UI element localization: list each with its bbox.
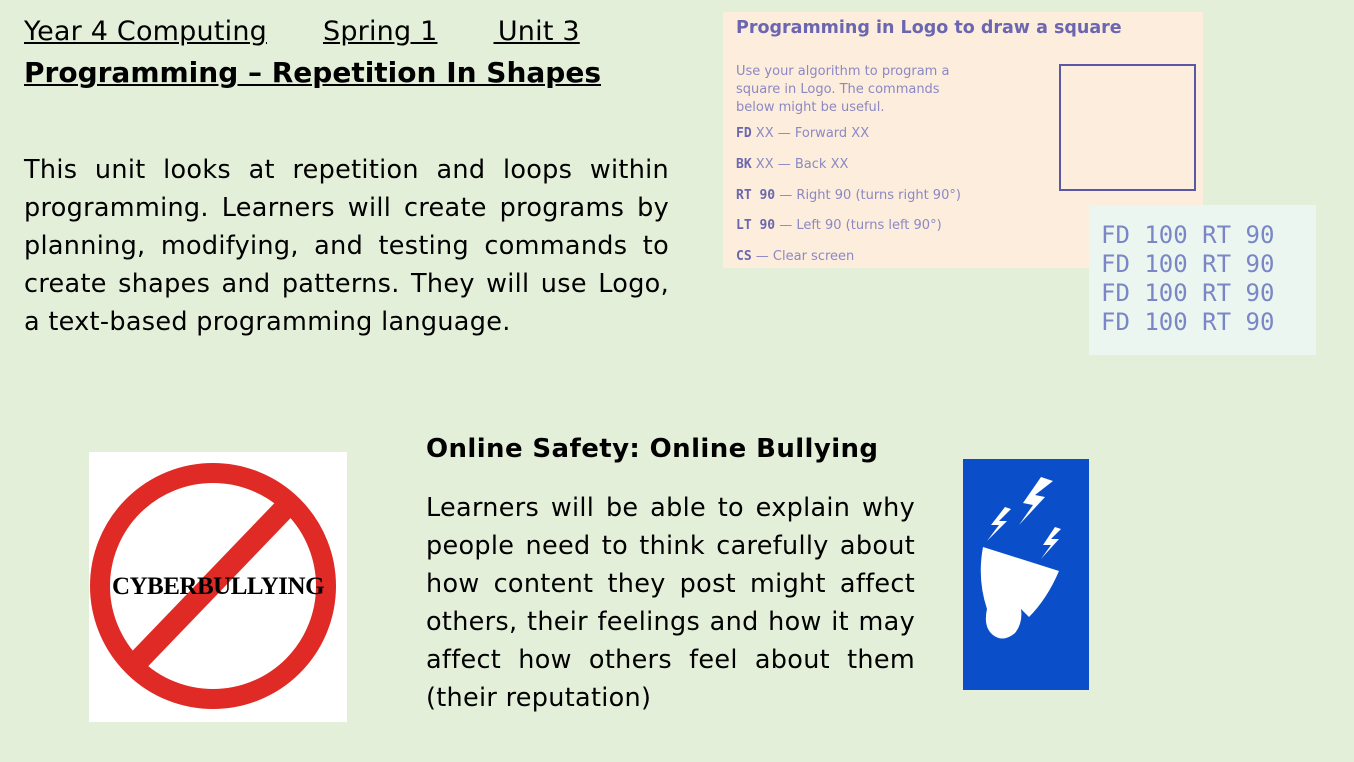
safety-title: Online Safety: Online Bullying — [426, 434, 879, 464]
command-code: LT 90 — [736, 218, 776, 233]
cyberbullying-image — [89, 452, 347, 722]
megaphone-icon — [963, 459, 1089, 690]
command-code: RT 90 — [736, 188, 776, 203]
code-line: FD 100 RT 90 — [1101, 279, 1275, 307]
term-label: Spring 1 — [322, 16, 438, 47]
unit-header — [24, 16, 580, 47]
command-desc: — Right 90 (turns right 90°) — [779, 188, 961, 203]
command-code: BK — [736, 157, 752, 172]
command-desc: — Clear screen — [755, 249, 855, 264]
card-title: Programming in Logo to draw a square — [736, 18, 1122, 38]
command-item — [736, 188, 961, 203]
card-intro: Use your algorithm to program a square in Logo. The commands below might be useful. — [736, 64, 950, 115]
command-item — [736, 249, 854, 264]
intro-paragraph: This unit looks at repetition and loops within programming. Learners will create programs by planning, modifying, and testing commands to create shapes and patterns. They will use Logo, a text-based programming language. — [24, 155, 669, 337]
safety-paragraph: Learners will be able to explain why people need to think carefully about how content they post might affect others, their feelings and how it may affect how others feel about them (their reputation) — [426, 493, 915, 713]
command-item — [736, 218, 942, 233]
command-code: CS — [736, 249, 752, 264]
year-label: Year 4 Computing — [24, 16, 267, 47]
code-line: FD 100 RT 90 — [1101, 250, 1275, 278]
command-item — [736, 126, 869, 141]
cyberbullying-text: CYBERBULLYING — [111, 573, 325, 600]
megaphone-lightning-icon — [963, 459, 1089, 690]
code-line: FD 100 RT 90 — [1101, 308, 1275, 336]
page-title: Programming – Repetition In Shapes — [24, 56, 601, 89]
command-desc: XX — Forward XX — [755, 126, 870, 141]
unit-label: Unit 3 — [497, 16, 580, 47]
logo-code-box — [1089, 205, 1316, 355]
code-line: FD 100 RT 90 — [1101, 221, 1275, 249]
square-drawing — [1059, 64, 1196, 191]
command-desc: XX — Back XX — [755, 157, 849, 172]
command-item — [736, 157, 848, 172]
command-desc: — Left 90 (turns left 90°) — [779, 218, 942, 233]
command-code: FD — [736, 126, 752, 141]
